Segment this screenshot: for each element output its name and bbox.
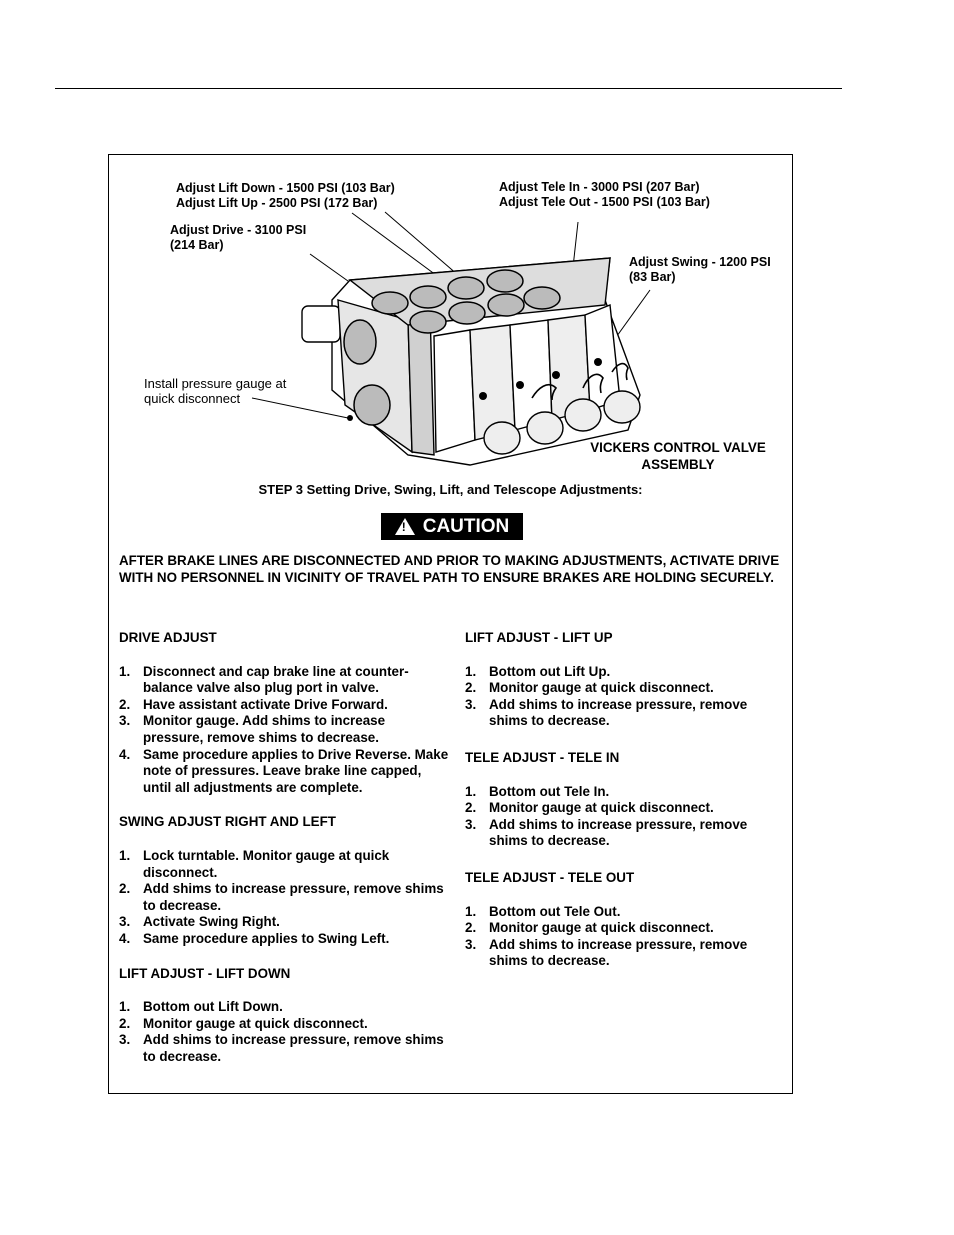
list-item: 1. Bottom out Tele In. xyxy=(465,783,610,799)
list-item: 3. Add shims to increase pressure, remove shims to decrease. xyxy=(119,1032,444,1064)
step-title: STEP 3 Setting Drive, Swing, Lift, and Telescope Adjustments: xyxy=(258,482,643,497)
right-column xyxy=(465,630,785,970)
section-title: TELE ADJUST - TELE IN xyxy=(465,749,620,765)
lift-callout-line: Adjust Lift Up - 2500 PSI (172 Bar) xyxy=(176,196,378,210)
list-item: 2. Monitor gauge at quick disconnect. xyxy=(465,680,714,696)
drive-callout-line: (214 Bar) xyxy=(170,238,224,252)
tele-callout-line: Adjust Tele In - 3000 PSI (207 Bar) xyxy=(499,180,700,194)
list-item: 3. Monitor gauge. Add shims to increase pressure, remove shims to decrease. xyxy=(119,713,386,745)
list-item: 2. Add shims to increase pressure, remove shims to decrease. xyxy=(119,881,444,913)
section-title: TELE ADJUST - TELE OUT xyxy=(465,869,635,885)
swing-callout-line: (83 Bar) xyxy=(629,270,676,284)
list-item: 2. Monitor gauge at quick disconnect. xyxy=(465,920,714,936)
caution-warning-text: AFTER BRAKE LINES ARE DISCONNECTED AND PRIOR TO MAKING ADJUSTMENTS, ACTIVATE DRIVE WITH NO PERSONNEL IN VICINITY OF TRAVEL PATH TO ENSURE BRAKES ARE HOLDING SECURELY. xyxy=(119,553,780,585)
list-item: 3. Add shims to increase pressure, remove shims to decrease. xyxy=(465,696,748,729)
caution-label: CAUTION xyxy=(422,515,510,537)
gauge-callout-line: Install pressure gauge at xyxy=(144,376,287,391)
lift-callout xyxy=(176,181,395,211)
gauge-callout-line: quick disconnect xyxy=(144,391,241,406)
list-item: 4. Same procedure applies to Swing Left. xyxy=(119,930,390,946)
list-item: 2. Have assistant activate Drive Forward. xyxy=(119,696,388,712)
swing-steps xyxy=(119,848,449,948)
drive-callout-line: Adjust Drive - 3100 PSI xyxy=(170,223,307,237)
list-item: 2. Monitor gauge at quick disconnect. xyxy=(119,1015,368,1031)
swing-callout xyxy=(629,255,771,285)
warning-triangle-icon: ! xyxy=(395,518,415,535)
list-item: 1. Lock turntable. Monitor gauge at quick disconnect. xyxy=(119,847,390,880)
figure-caption-line: ASSEMBLY xyxy=(641,457,715,472)
section-title: LIFT ADJUST - LIFT DOWN xyxy=(119,965,291,981)
tele-out-steps xyxy=(465,904,785,970)
section-title: DRIVE ADJUST xyxy=(119,630,217,645)
drive-steps xyxy=(119,664,449,797)
figure-caption-line: VICKERS CONTROL VALVE xyxy=(590,440,766,455)
gauge-callout xyxy=(144,376,286,406)
list-item: 3. Activate Swing Right. xyxy=(119,914,280,930)
control-valve-illustration xyxy=(0,0,954,480)
tele-callout xyxy=(499,180,710,210)
lift-callout-line: Adjust Lift Down - 1500 PSI (103 Bar) xyxy=(176,181,395,195)
caution-banner xyxy=(381,513,523,540)
figure-caption xyxy=(583,439,773,473)
tele-callout-line: Adjust Tele Out - 1500 PSI (103 Bar) xyxy=(499,195,710,209)
section-title: SWING ADJUST RIGHT AND LEFT xyxy=(119,814,336,830)
list-item: 1. Disconnect and cap brake line at counter-balance valve also plug port in valve. xyxy=(119,663,409,696)
left-column xyxy=(119,630,449,1065)
lift-up-steps xyxy=(465,664,785,730)
section-title: LIFT ADJUST - LIFT UP xyxy=(465,630,613,645)
list-item: 4. Same procedure applies to Drive Reverse. Make note of pressures. Leave brake line capped, until all adjustments are complete. xyxy=(119,746,449,795)
list-item: 3. Add shims to increase pressure, remove shims to decrease. xyxy=(465,936,748,969)
list-item: 1. Bottom out Lift Down. xyxy=(119,999,283,1015)
list-item: 1. Bottom out Tele Out. xyxy=(465,903,621,919)
tele-in-steps xyxy=(465,784,785,850)
drive-callout xyxy=(170,223,306,253)
list-item: 3. Add shims to increase pressure, remove shims to decrease. xyxy=(465,816,748,849)
list-item: 1. Bottom out Lift Up. xyxy=(465,663,611,679)
lift-down-steps xyxy=(119,999,449,1065)
list-item: 2. Monitor gauge at quick disconnect. xyxy=(465,800,714,816)
swing-callout-line: Adjust Swing - 1200 PSI xyxy=(629,255,771,269)
